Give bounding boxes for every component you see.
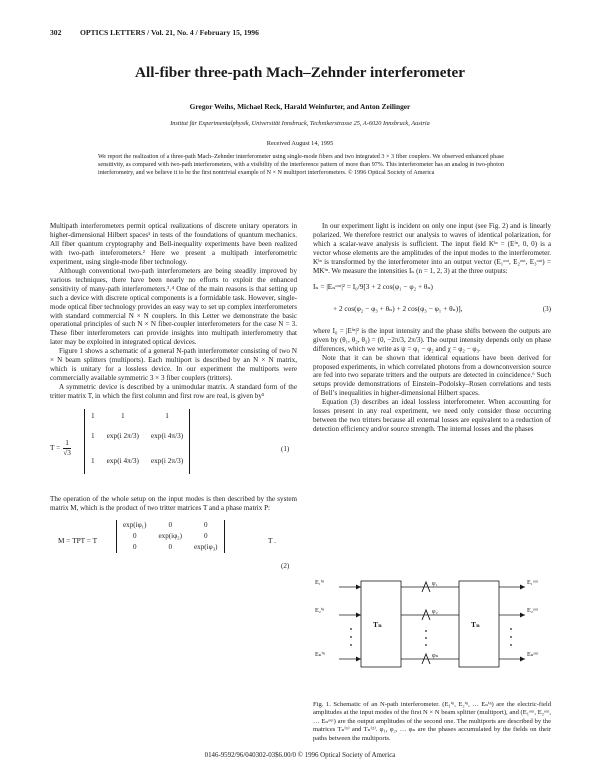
equation-3 (313, 281, 551, 323)
eq2-lhs: M = TPT = T (58, 535, 98, 545)
matrix-cell: exp(i 4π/3) (150, 431, 184, 441)
eq3-number: (3) (542, 304, 551, 313)
matrix-cell: 1 (120, 411, 125, 421)
figure-1-schematic (313, 573, 551, 693)
input-label: E₂ⁱⁿ (315, 607, 325, 614)
paragraph: Although conventional two-path interferometers are being steadily improved by various techniques, there have been nearly no efforts to exploit the enhanced sensitivity of many-path interferometers.³˒⁴ One of the main reasons is that setting up such a device with discrete optical components is a formidable task. However, single-mode optical fiber technology provides an easy way to set up complex interferometers with standard commercial N × N couplers. In this Letter we demonstrate the basic operational principles of such N × N fiber-coupler interferometers for the case N = 3. These fiber interferometers can provide insights into multipath interferometry that later may be exploited in integrated optical devices. (50, 266, 297, 347)
eq2-matrix (116, 520, 225, 553)
matrix-cell: 1 (91, 455, 95, 465)
eq1-fraction (63, 439, 71, 458)
eq3-line-1: Iₙ = |Eₙᵒᵘᵗ|² = I₀/9[3 + 2 cos(φ₁ − φ₂ + θₙ) (313, 281, 433, 291)
abstract: We report the realization of a three-path Mach–Zehnder interferometer using single-mode fibers and two integrated 3 × 3 fiber couplers. We observed enhanced phase sensitivity, as compared with two-path interferometers, with a visibility of the interference pattern of more than 97%. This interferometer has an analog in two-photon interferometry, and we believe it to be the first nontrivial example of N × N multiport interferometers. © 1996 Optical Society of America (98, 154, 504, 177)
eq2-number: (2) (281, 561, 290, 570)
paragraph: A symmetric device is described by a unimodular matrix. A standard form of the tritter matrix T, in which the first column and first row are real, is given by⁵ (50, 383, 297, 401)
eq1-number: (1) (281, 445, 290, 454)
multiport-left-label: Tₙ (373, 620, 382, 629)
output-label: Eₙᵒᵘᵗ (527, 651, 539, 658)
paragraph: In our experiment light is incident on only one input (see Fig. 2) and is linearly polarized. We therefore restrict our analysis to waves of identical polarization, for which a scalar-wave analysis is sufficient. The input field Kⁱⁿ = (Eⁱⁿ, 0, 0) is a vector whose elements are the amplitudes of the input modes to the interferometer. Kⁱⁿ is transformed by the interferometer into an output vector (E₁ᵒᵘᵗ, E₂ᵒᵘᵗ, E₃ᵒᵘᵗ) = MKⁱⁿ. We measure the intensities Iₙ (n = 1, 2, 3) at the three outputs: (313, 222, 551, 275)
paragraph: where I₀ = |Eⁱⁿ|² is the input intensity and the phase shifts between the outputs are given by (θ₁, θ₂, θ₃) = (0, −2π/3, 2π/3). The output intensity depends only on phase differences, which we write as ψ = φ₁ − φ₂ and χ = φ₂ − φ₃. (313, 326, 551, 353)
matrix-cell: 1 (91, 411, 95, 421)
output-label: E₂ᵒᵘᵗ (527, 607, 538, 614)
eq2-rhs: T . (268, 535, 276, 545)
matrix-cell: 0 (168, 520, 173, 529)
paragraph: The operation of the whole setup on the input modes is then described by the system matrix M, which is the product of two tritter matrices T and a phase matrix P: (50, 495, 297, 513)
matrix-cell: 0 (204, 531, 208, 540)
eq1-matrix (84, 409, 190, 474)
equation-1 (50, 405, 297, 491)
eq3-line-2: + 2 cos(φ₂ − φ₃ + θₙ) + 2 cos(φ₃ − φ₁ + θₙ)], (333, 303, 463, 313)
page-footer: 0146-9592/96/040302-03$6.00/0 © 1996 Optical Society of America (204, 752, 396, 759)
matrix-cell: exp(iφ₁) (123, 520, 147, 529)
left-column (50, 222, 297, 576)
matrix-cell: exp(i 4π/3) (106, 455, 139, 465)
input-label: Eₙⁱⁿ (315, 651, 325, 658)
journal-info: OPTICS LETTERS / Vol. 21, No. 4 / February 15, 1996 (80, 28, 259, 37)
matrix-cell: exp(iφ₂) (158, 531, 183, 540)
author-list: Gregor Weihs, Michael Reck, Harald Weinfurter, and Anton Zeilinger (189, 102, 411, 111)
eq1-frac-num: 1 (65, 438, 69, 448)
paper-title: All-fiber three-path Mach–Zehnder interferometer (135, 64, 465, 81)
eq1-lhs: T = (50, 443, 61, 453)
matrix-cell: 0 (132, 531, 137, 540)
eq1-frac-den: √3 (63, 448, 71, 458)
matrix-cell: exp(iφ₃) (194, 542, 218, 551)
paragraph: Figure 1 shows a schematic of a general N-path interferometer consisting of two N × N beam splitters (multiports). Each multiport is described by an N × N matrix, which is unitary for a lossless device. In our experiment the multiports were commercially available symmetric 3 × 3 fiber couplers (tritters). (50, 347, 297, 383)
paragraph: Equation (3) describes an ideal lossless interferometer. When accounting for losses present in any real experiment, we need only consider those occurring between the two tritters because all external losses are equivalent to a reduction of detection efficiency and/or source strength. The internal losses and the phases (313, 398, 551, 434)
phase-label: φ₁ (432, 580, 438, 587)
matrix-cell: exp(i 2π/3) (150, 455, 184, 465)
matrix-cell: 0 (132, 542, 137, 551)
page-number: 302 (50, 28, 62, 37)
matrix-cell: 0 (168, 542, 173, 551)
matrix-cell: 1 (165, 411, 169, 421)
received-date: Received August 14, 1995 (266, 140, 334, 147)
phase-label: φ₂ (432, 608, 438, 615)
right-column (313, 222, 551, 434)
figure-1-caption: Fig. 1. Schematic of an N-path interferometer. (E₁ⁱⁿ, E₂ⁱⁿ, … Eₙⁱⁿ) are the electric-field amplitudes at the input modes of the first N × N beam splitter (multiport), and (E₁ᵒᵘᵗ, E₂ᵒᵘᵗ, … Eₙᵒᵘᵗ) are the output amplitudes of the second one. The multiports are described by the matrices Tₙ⁽¹⁾ and Tₙ⁽²⁾. φ₁, φ₂, … φₙ are the phases accumulated by the fields on their paths between the multiports. (313, 701, 551, 742)
paragraph: Note that it can be shown that identical equations have been derived for proposed experiments, in which correlated photons from a downconversion source are fed into two separate tritters and the outputs are detected in coincidence.⁶ Such setups provide demonstrations of Einstein–Podolsky–Rosen correlations and tests of Bell’s inequalities in higher-dimensional Hilbert spaces. (313, 353, 551, 398)
matrix-cell: 0 (204, 520, 208, 529)
multiport-right-label: Tₙ (471, 620, 480, 629)
input-label: E₁ⁱⁿ (315, 579, 325, 586)
equation-2 (50, 518, 297, 576)
affiliation: Institut für Experimentalphysik, Universität Innsbruck, Technikerstrasse 25, A-6020 Innsbruck, Austria (170, 120, 430, 127)
phase-label: φₙ (432, 652, 439, 659)
output-label: E₁ᵒᵘᵗ (527, 579, 538, 586)
matrix-cell: exp(i 2π/3) (106, 431, 139, 441)
matrix-cell: 1 (91, 431, 95, 441)
paragraph: Multipath interferometers permit optical realizations of discrete unitary operators in higher-dimensional Hilbert spaces¹ in tests of the foundations of quantum mechanics. All fiber quantum cryptography and Bell-inequality experiments have been realized with two-path inteferometers.² Here we present a multipath interferometric experiment, using single-mode fiber technology. (50, 222, 297, 266)
